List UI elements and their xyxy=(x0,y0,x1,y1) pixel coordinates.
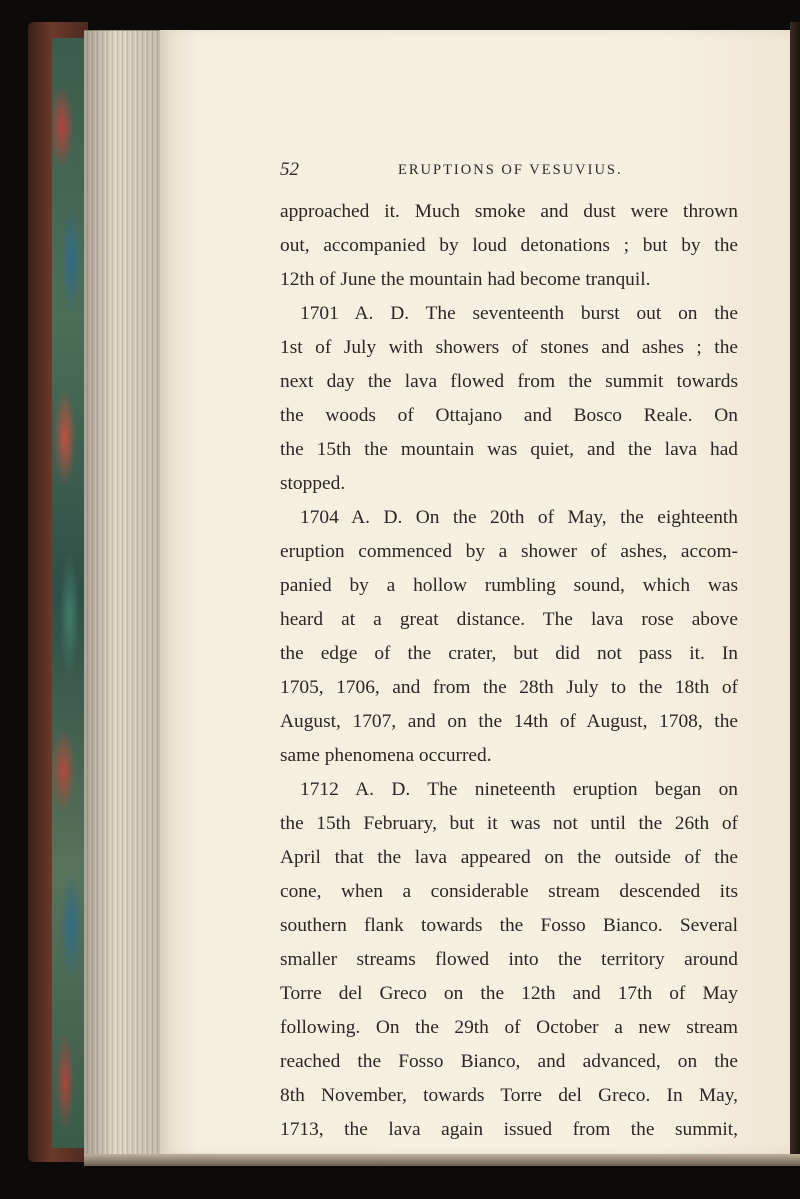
text-line: April that the lava appeared on the outside of the xyxy=(280,847,738,868)
text-line: heard at a great distance. The lava rose above xyxy=(280,609,738,630)
text-line: 1704 A. D. On the 20th of May, the eighteenth xyxy=(300,507,738,528)
text-line: southern flank towards the Fosso Bianco. Several xyxy=(280,915,738,936)
text-line: smaller streams flowed into the territory around xyxy=(280,949,738,970)
text-line: the edge of the crater, but did not pass it. In xyxy=(280,643,738,664)
text-line: eruption commenced by a shower of ashes, accom- xyxy=(280,541,738,562)
bottom-book-edge xyxy=(84,1154,800,1166)
text-line: 1705, 1706, and from the 28th July to the 18th of xyxy=(280,677,738,698)
page-number: 52 xyxy=(280,159,299,180)
text-line: same phenomena occurred. xyxy=(280,745,492,766)
text-line: Torre del Greco on the 12th and 17th of May xyxy=(280,983,738,1004)
marbled-endpaper xyxy=(52,38,84,1148)
page-edges-shadow xyxy=(84,30,162,1154)
text-line: reached the Fosso Bianco, and advanced, on the xyxy=(280,1051,738,1072)
body-text xyxy=(280,195,738,1147)
text-line: next day the lava flowed from the summit towards xyxy=(280,371,738,392)
text-line: the 15th the mountain was quiet, and the lava had xyxy=(280,439,738,460)
text-line: cone, when a considerable stream descended its xyxy=(280,881,738,902)
text-line: the 15th February, but it was not until the 26th of xyxy=(280,813,738,834)
text-line: 8th November, towards Torre del Greco. In May, xyxy=(280,1085,738,1106)
running-title: ERUPTIONS OF VESUVIUS. xyxy=(398,162,623,178)
text-line: approached it. Much smoke and dust were thrown xyxy=(280,201,738,222)
text-line: 1713, the lava again issued from the summit, xyxy=(280,1119,738,1140)
text-line: 1701 A. D. The seventeenth burst out on the xyxy=(300,303,738,324)
text-line: 1st of July with showers of stones and ashes ; the xyxy=(280,337,738,358)
text-line: following. On the 29th of October a new stream xyxy=(280,1017,738,1038)
running-head xyxy=(280,159,740,185)
text-line: out, accompanied by loud detonations ; but by the xyxy=(280,235,738,256)
text-line: stopped. xyxy=(280,473,346,494)
text-line: 1712 A. D. The nineteenth eruption began on xyxy=(300,779,738,800)
text-line: panied by a hollow rumbling sound, which was xyxy=(280,575,738,596)
text-line: the woods of Ottajano and Bosco Reale. On xyxy=(280,405,738,426)
text-line: August, 1707, and on the 14th of August, 1708, the xyxy=(280,711,738,732)
text-line: 12th of June the mountain had become tranquil. xyxy=(280,269,651,290)
right-book-edge xyxy=(790,22,800,1162)
